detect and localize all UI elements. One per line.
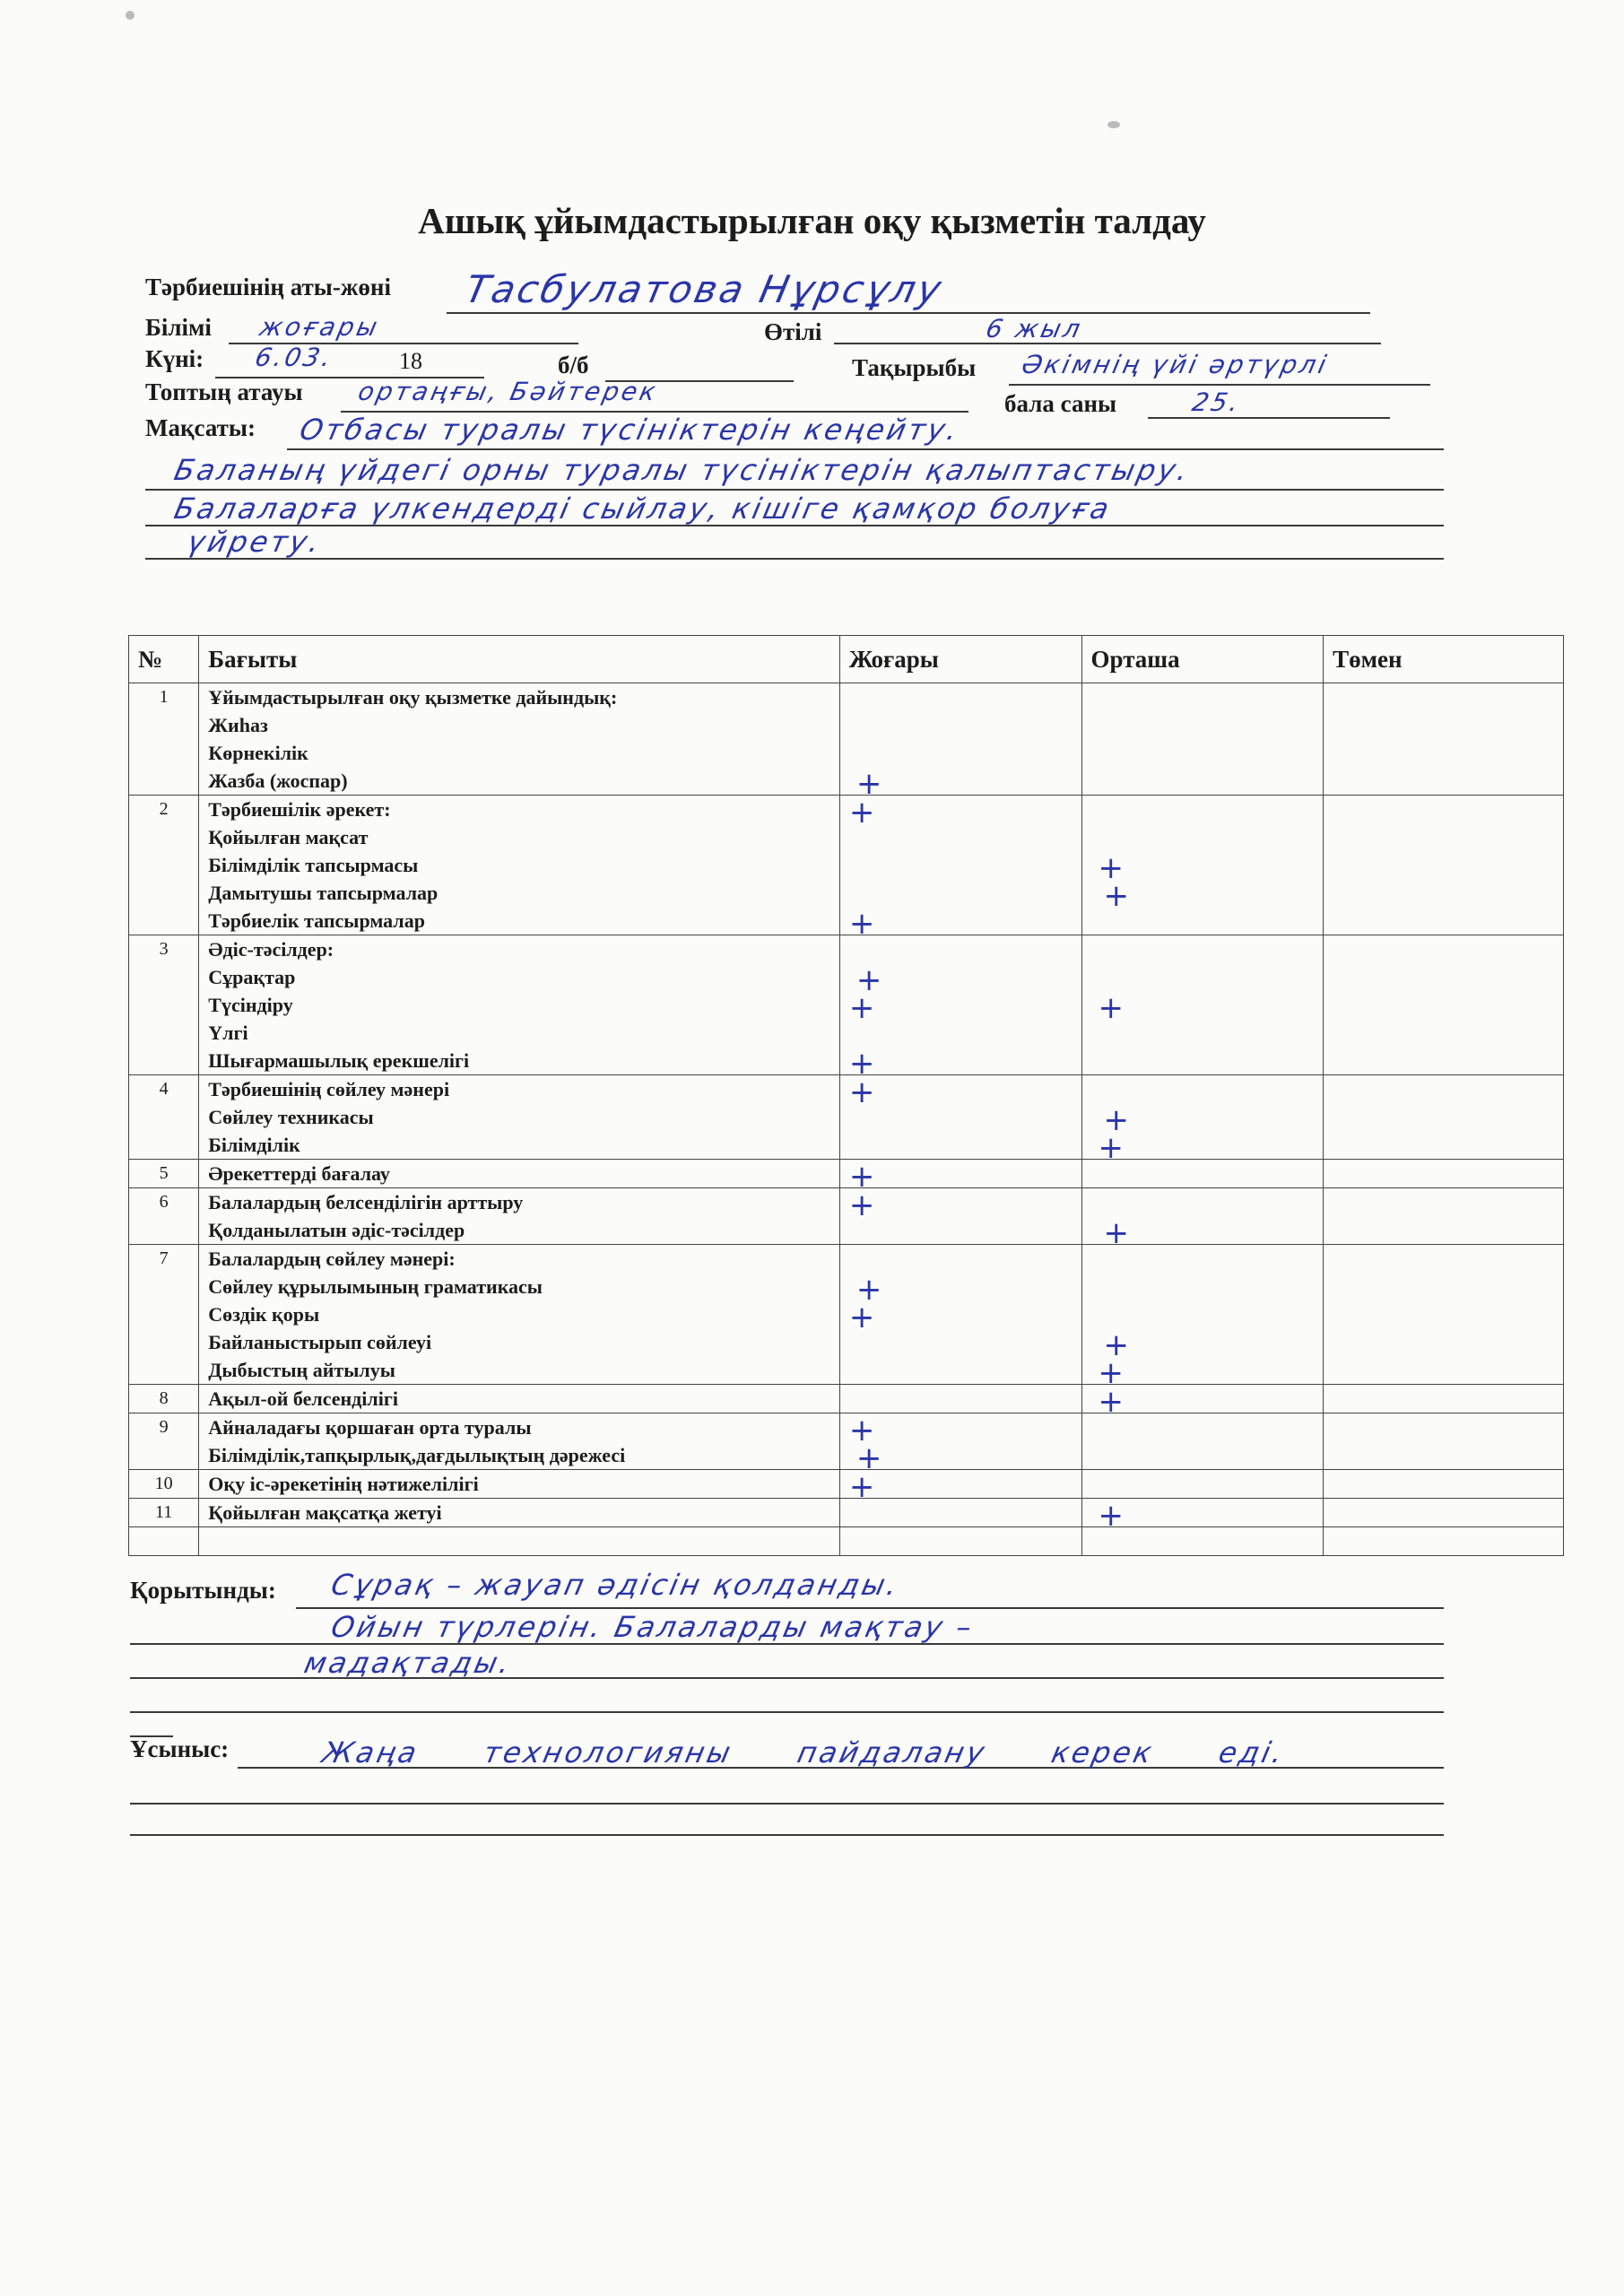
table-row	[129, 1527, 1564, 1556]
rating-mid-cell[interactable]	[1081, 1527, 1324, 1556]
goal-line-2	[145, 489, 1444, 491]
experience-label: Өтілі	[764, 318, 822, 345]
goal-line-1	[287, 448, 1444, 450]
check-mark: +	[1098, 1355, 1125, 1391]
rating-mid-cell[interactable]	[1081, 796, 1324, 935]
check-mark: +	[848, 990, 875, 1026]
goal-line-4	[145, 558, 1444, 560]
children-line	[1148, 417, 1390, 419]
rating-mid-cell[interactable]	[1081, 1384, 1324, 1420]
rating-low-cell[interactable]	[1324, 1527, 1564, 1556]
criterion-text: Дыбыстың айтылуы	[208, 1359, 395, 1381]
table-row	[129, 1160, 1564, 1188]
criterion-text: Сөздік қоры	[208, 1303, 320, 1326]
rating-high-cell[interactable]	[839, 683, 1081, 802]
rating-low-cell[interactable]	[1324, 1188, 1564, 1245]
table-row	[129, 796, 1564, 935]
criterion-text	[199, 1527, 839, 1555]
conclusion-text-1: Сұрақ – жауап әдісін қолданды.	[327, 1568, 903, 1602]
check-mark: +	[855, 1440, 882, 1476]
row-direction	[199, 1160, 840, 1188]
check-mark: +	[1103, 1102, 1130, 1138]
teacher-label: Тәрбиешінің аты-жөні	[145, 274, 391, 300]
table-row	[129, 1413, 1564, 1470]
criterion-text: Ұйымдастырылған оқу қызметке дайындық:	[208, 686, 618, 709]
row-number: 7	[129, 1245, 199, 1385]
rating-mid-cell[interactable]	[1081, 1498, 1324, 1534]
criterion-text: Сөйлеу құрылымының граматикасы	[208, 1275, 543, 1298]
rating-mid-cell[interactable]	[1081, 1188, 1324, 1251]
experience-value: 6 жыл	[983, 314, 1086, 344]
row-number: 2	[129, 796, 199, 935]
rating-mid-cell[interactable]	[1081, 1470, 1324, 1499]
rating-low-cell[interactable]	[1324, 1413, 1564, 1470]
row-direction	[199, 1499, 840, 1527]
row-number: 8	[129, 1385, 199, 1413]
criterion-text: Шығармашылық ерекшелігі	[208, 1049, 470, 1072]
children-value: 25.	[1189, 387, 1245, 417]
criterion-text: Көрнекілік	[208, 742, 308, 764]
suggestion-line-2	[130, 1803, 1444, 1805]
criterion-text: Ақыл-ой белсенділігі	[208, 1387, 398, 1410]
criterion-text: Түсіндіру	[208, 994, 293, 1016]
criterion-text: Айналадағы қоршаған орта туралы	[208, 1416, 532, 1439]
rating-mid-cell[interactable]	[1081, 1160, 1324, 1188]
conclusion-line-4	[130, 1711, 1444, 1713]
criterion-text: Байланыстырып сөйлеуі	[208, 1331, 432, 1353]
check-mark: +	[1103, 878, 1130, 914]
rating-mid-cell[interactable]	[1081, 935, 1324, 1075]
rating-high-cell[interactable]	[839, 795, 1081, 942]
conclusion-label: Қорытынды:	[130, 1577, 276, 1604]
row-direction	[199, 1470, 840, 1499]
rating-mid-cell[interactable]	[1081, 683, 1324, 796]
criterion-text: Сөйлеу техникасы	[208, 1106, 374, 1128]
rating-low-cell[interactable]	[1324, 683, 1564, 796]
criterion-text: Үлгі	[208, 1022, 248, 1044]
rating-low-cell[interactable]	[1324, 1385, 1564, 1413]
suggestion-line-3	[130, 1834, 1444, 1836]
suggestion-text: Жаңа технологияны пайдалану керек еді.	[318, 1735, 1289, 1770]
teacher-value: Тасбулатова Нұрсұлу	[461, 267, 948, 311]
check-mark: +	[848, 906, 875, 942]
check-mark: +	[1098, 1498, 1125, 1534]
rating-mid-cell[interactable]	[1081, 1413, 1324, 1470]
check-mark: +	[848, 795, 875, 831]
criterion-text: Тәрбиешілік әрекет:	[208, 798, 391, 821]
check-mark: +	[1098, 990, 1125, 1026]
table-row	[129, 683, 1564, 796]
rating-high-cell[interactable]	[839, 1188, 1081, 1245]
check-mark: +	[855, 1272, 882, 1308]
rating-low-cell[interactable]	[1324, 1160, 1564, 1188]
table-row	[129, 1385, 1564, 1413]
rating-high-cell[interactable]	[839, 1075, 1081, 1160]
conclusion-text-3: мадақтады.	[300, 1646, 516, 1680]
goal-text-3: Балаларға үлкендерді сыйлау, кішіге қамқор болуға	[170, 491, 1115, 526]
criterion-text: Әрекеттерді бағалау	[208, 1162, 390, 1185]
criterion-text: Балалардың белсенділігін арттыру	[208, 1191, 524, 1213]
goal-text-1: Отбасы туралы түсініктерін кеңейту.	[296, 413, 963, 447]
children-label: бала саны	[1004, 390, 1117, 417]
education-value: жоғары	[256, 312, 383, 342]
check-mark: +	[1098, 1130, 1125, 1166]
conclusion-text-2: Ойын түрлерін. Балаларды мақтау –	[327, 1610, 977, 1644]
rating-low-cell[interactable]	[1324, 1075, 1564, 1160]
rating-low-cell[interactable]	[1324, 1470, 1564, 1499]
check-mark: +	[848, 1159, 875, 1195]
check-mark: +	[855, 962, 882, 998]
rating-high-cell[interactable]	[839, 1159, 1081, 1195]
row-direction	[199, 1385, 840, 1413]
criterion-text: Балалардың сөйлеу мәнері:	[208, 1248, 456, 1270]
row-direction	[199, 1188, 840, 1245]
check-mark: +	[1103, 1327, 1130, 1363]
bb-label: б/б	[558, 352, 589, 378]
row-number: 9	[129, 1413, 199, 1470]
topic-line	[1009, 384, 1430, 386]
goal-text-2: Баланың үйдегі орны туралы түсініктерін қалыптастыру.	[170, 453, 1194, 487]
criterion-text: Әдіс-тәсілдер:	[208, 938, 334, 961]
group-value: ортаңғы, Бәйтерек	[355, 377, 661, 406]
col-medium-header: Орташа	[1081, 636, 1324, 683]
table-row	[129, 1188, 1564, 1245]
criterion-text: Тәрбиешінің сөйлеу мәнері	[208, 1078, 450, 1100]
experience-line	[834, 343, 1381, 344]
table-row	[129, 1499, 1564, 1527]
criterion-text: Тәрбиелік тапсырмалар	[208, 909, 425, 932]
criterion-text: Қолданылатын әдіс-тәсілдер	[208, 1219, 465, 1241]
rating-high-cell[interactable]	[839, 1245, 1081, 1385]
rating-low-cell[interactable]	[1324, 1245, 1564, 1385]
row-number: 10	[129, 1470, 199, 1499]
table-header-row	[129, 636, 1564, 683]
scan-speck	[126, 11, 135, 20]
row-direction	[199, 683, 840, 796]
goal-text-4: үйрету.	[184, 525, 326, 559]
criterion-text: Сұрақтар	[208, 966, 296, 988]
goal-label: Мақсаты:	[145, 414, 256, 441]
rating-low-cell[interactable]	[1324, 796, 1564, 935]
row-number: 3	[129, 935, 199, 1075]
row-direction	[199, 935, 840, 1075]
page-title: Ашық ұйымдастырылған оқу қызметін талдау	[418, 200, 1206, 241]
check-mark: +	[1103, 1215, 1130, 1251]
criterion-text: Жиһаз	[208, 714, 268, 736]
check-mark: +	[1098, 1384, 1125, 1420]
row-direction	[199, 1527, 840, 1556]
table-row	[129, 1470, 1564, 1499]
criterion-text: Білімділік тапсырмасы	[208, 854, 419, 876]
rating-mid-cell[interactable]	[1081, 1245, 1324, 1391]
table-row	[129, 935, 1564, 1075]
rating-low-cell[interactable]	[1324, 1499, 1564, 1527]
date-value: 6.03.	[252, 343, 336, 372]
check-mark: +	[848, 1187, 875, 1223]
topic-label: Тақырыбы	[852, 354, 977, 381]
date-label: Күні:	[145, 345, 204, 372]
rating-high-cell[interactable]	[839, 1469, 1081, 1505]
rating-low-cell[interactable]	[1324, 935, 1564, 1075]
row-direction	[199, 1075, 840, 1160]
row-direction	[199, 796, 840, 935]
criterion-text: Оқу іс-әрекетінің нәтижелілігі	[208, 1473, 479, 1495]
topic-value: Әкімнің үйі әртүрлі	[1019, 350, 1332, 379]
date-year: 18	[399, 348, 422, 374]
conclusion-line-1	[296, 1607, 1444, 1609]
criterion-text: Білімділік,тапқырлық,дағдылықтың дәрежесі	[208, 1444, 626, 1466]
row-direction	[199, 1245, 840, 1385]
col-low-header: Төмен	[1324, 636, 1564, 683]
criterion-text: Жазба (жоспар)	[208, 770, 348, 792]
criterion-text: Қойылған мақсат	[208, 826, 369, 848]
check-mark: +	[848, 1074, 875, 1110]
rating-high-cell[interactable]	[839, 935, 1081, 1082]
rating-high-cell[interactable]	[839, 1413, 1081, 1476]
row-number: 6	[129, 1188, 199, 1245]
rating-high-cell[interactable]	[839, 1385, 1081, 1413]
rating-mid-cell[interactable]	[1081, 1075, 1324, 1166]
row-number: 1	[129, 683, 199, 796]
check-mark: +	[855, 766, 882, 802]
criterion-text: Білімділік	[208, 1134, 300, 1156]
col-high-header: Жоғары	[839, 636, 1081, 683]
evaluation-table	[128, 635, 1564, 1556]
check-mark: +	[848, 1469, 875, 1505]
teacher-line	[447, 312, 1370, 314]
group-label: Топтың атауы	[145, 378, 303, 405]
check-mark: +	[848, 1413, 875, 1448]
education-label: Білімі	[145, 314, 212, 341]
check-mark: +	[1098, 850, 1125, 886]
rating-high-cell[interactable]	[839, 1499, 1081, 1527]
criterion-text: Дамытушы тапсырмалар	[208, 882, 439, 904]
rating-high-cell[interactable]	[839, 1527, 1081, 1556]
table-row	[129, 1075, 1564, 1160]
scan-speck	[1107, 121, 1120, 128]
row-number: 4	[129, 1075, 199, 1160]
suggestion-label: Ұсыныс:	[130, 1735, 230, 1762]
table-row	[129, 1245, 1564, 1385]
row-direction	[199, 1413, 840, 1470]
row-number: 11	[129, 1499, 199, 1527]
row-number: 5	[129, 1160, 199, 1188]
col-number-header: №	[129, 636, 199, 683]
check-mark: +	[848, 1046, 875, 1082]
check-mark: +	[848, 1300, 875, 1335]
col-direction-header: Бағыты	[199, 636, 840, 683]
row-number	[129, 1527, 199, 1556]
criterion-text: Қойылған мақсатқа жетуі	[208, 1501, 442, 1524]
